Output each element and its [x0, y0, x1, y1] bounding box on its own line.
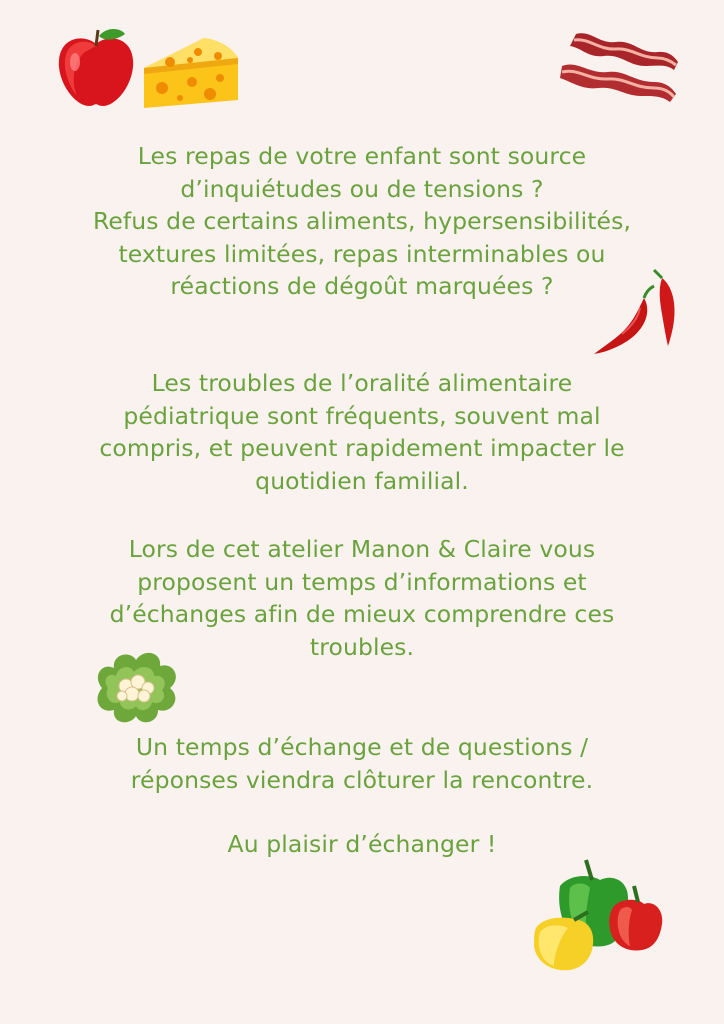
- text-line: Un temps d’échange et de questions /: [135, 733, 589, 761]
- text-line: d’inquiétudes ou de tensions ?: [180, 174, 544, 203]
- intro-paragraph: [0, 140, 724, 303]
- text-line: Les troubles de l’oralité alimentaire: [151, 369, 573, 397]
- text-line: d’échanges afin de mieux comprendre ces: [109, 600, 615, 628]
- text-line: troubles.: [309, 632, 415, 661]
- text-line: quotidien familial.: [255, 466, 469, 495]
- troubles-paragraph: [0, 367, 724, 497]
- questions-paragraph: [0, 731, 724, 796]
- bacon-icon: [558, 30, 682, 104]
- text-line: Les repas de votre enfant sont source: [137, 142, 587, 170]
- text-line: pédiatrique sont fréquents, souvent mal: [123, 401, 601, 430]
- text-line: textures limitées, repas interminables ou: [118, 239, 606, 268]
- text-line: Au plaisir d’échanger !: [227, 830, 497, 858]
- text-line: réactions de dégoût marquées ?: [170, 272, 554, 300]
- atelier-paragraph: [0, 533, 724, 663]
- cheese-icon: [140, 34, 242, 110]
- apple-icon: [55, 26, 137, 108]
- text-line: proposent un temps d’informations et: [137, 567, 587, 596]
- text-line: compris, et peuvent rapidement impacter le: [99, 434, 625, 462]
- bell-peppers-icon: [530, 858, 666, 974]
- closing-line: [0, 828, 724, 861]
- text-line: Refus de certains aliments, hypersensibilités,: [92, 207, 632, 235]
- text-line: réponses viendra clôturer la rencontre.: [130, 765, 594, 794]
- text-line: Lors de cet atelier Manon & Claire vous: [128, 535, 596, 563]
